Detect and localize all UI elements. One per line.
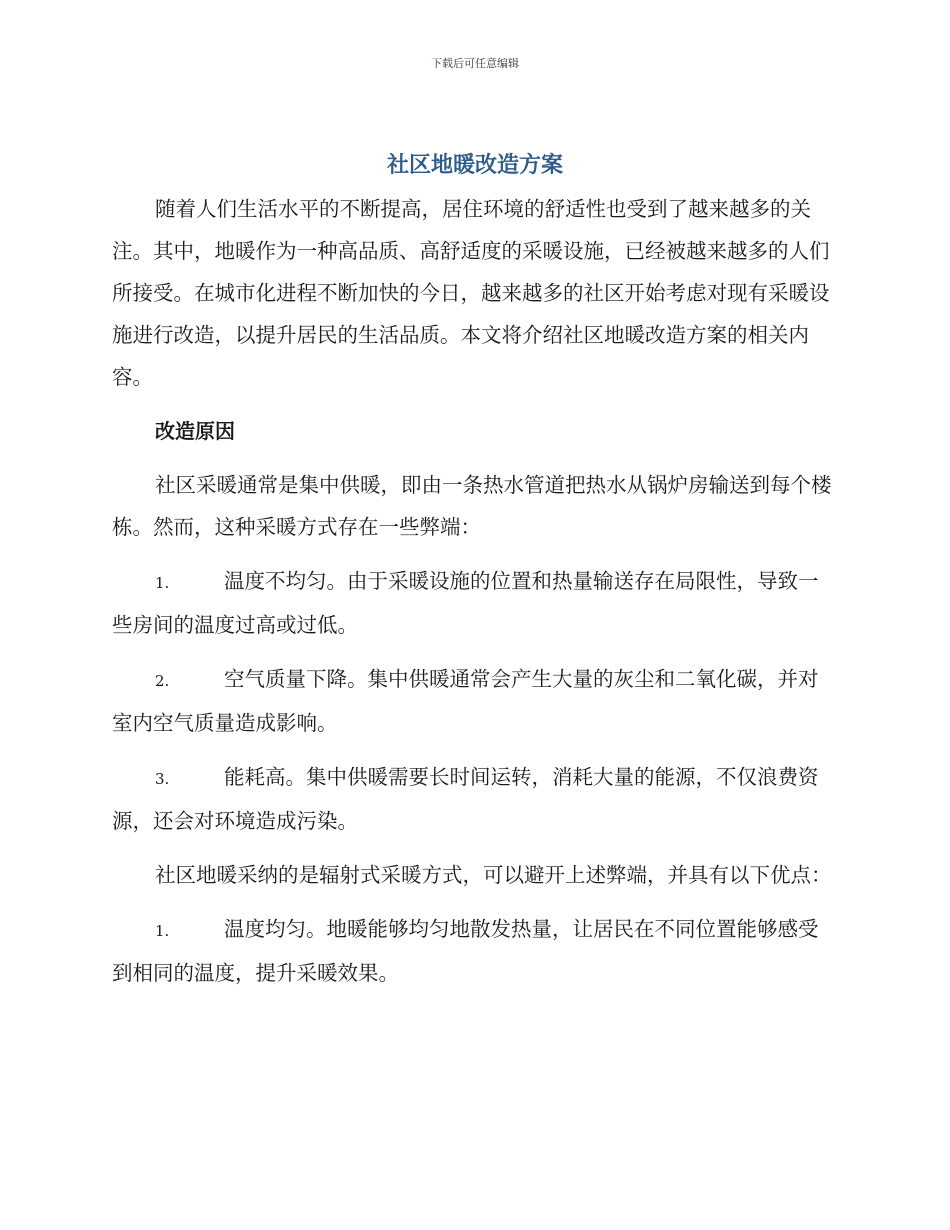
spacer (112, 842, 834, 854)
list-text: 温度不均匀。由于采暖设施的位置和热量输送存在局限性，导致一些房间的温度过高或过低。 (112, 569, 819, 637)
list-number: 3. (155, 770, 170, 788)
spacer (112, 452, 834, 464)
spacer (112, 896, 834, 908)
list-text: 空气质量下降。集中供暖通常会产生大量的灰尘和二氧化碳，并对室内空气质量造成影响。 (112, 667, 819, 735)
spacer (112, 548, 834, 560)
spacer (112, 398, 834, 410)
page-header: 下载后可任意编辑 (431, 57, 519, 70)
list-number: 1. (155, 574, 170, 592)
spacer (112, 744, 834, 756)
list-text: 温度均匀。地暖能够均匀地散发热量，让居民在不同位置能够感受到相同的温度，提升采暖效果。 (112, 917, 819, 985)
list-item (112, 658, 834, 744)
list-item (112, 908, 834, 994)
list-item (112, 560, 834, 646)
section-heading: 改造原因 (155, 419, 235, 443)
list-number: 1. (155, 922, 170, 940)
document-body (112, 188, 834, 994)
intro-paragraph: 随着人们生活水平的不断提高，居住环境的舒适性也受到了越来越多的关注。其中，地暖作为一种高品质、高舒适度的采暖设施，已经被越来越多的人们所接受。在城市化进程不断加快的今日，越来越多的社区开始考虑对现有采暖设施进行改造，以提升居民的生活品质。本文将介绍社区地暖改造方案的相关内容。 (112, 197, 830, 389)
body-paragraph: 社区地暖采纳的是辐射式采暖方式，可以避开上述弊端，并具有以下优点： (155, 863, 832, 887)
body-paragraph: 社区采暖通常是集中供暖，即由一条热水管道把热水从锅炉房输送到每个楼栋。然而，这种采暖方式存在一些弊端： (112, 473, 832, 539)
spacer (112, 646, 834, 658)
list-item (112, 756, 834, 842)
document-title: 社区地暖改造方案 (386, 153, 563, 178)
list-text: 能耗高。集中供暖需要长时间运转，消耗大量的能源，不仅浪费资源，还会对环境造成污染。 (112, 765, 819, 833)
list-number: 2. (155, 672, 170, 690)
